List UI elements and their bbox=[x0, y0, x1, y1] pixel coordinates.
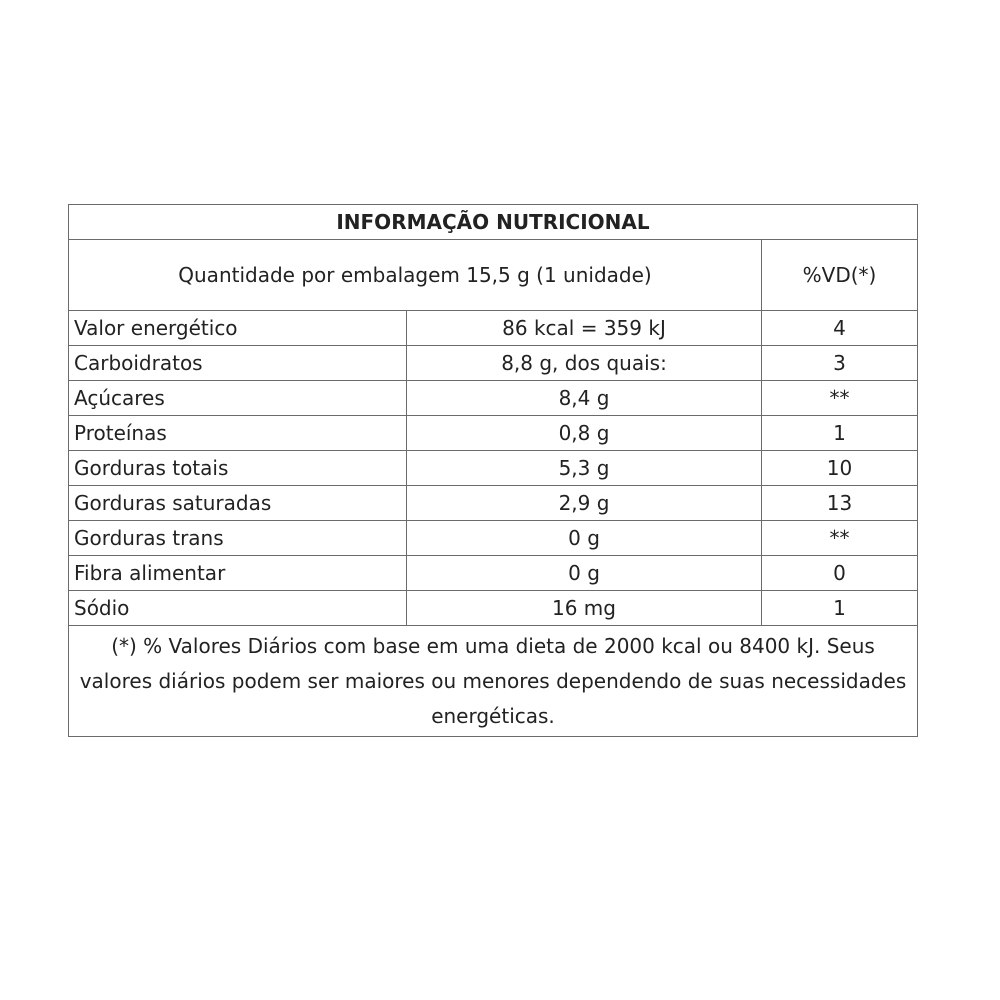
nutrient-amount: 0,8 g bbox=[407, 416, 762, 451]
nutrient-name: Fibra alimentar bbox=[69, 556, 407, 591]
nutrient-daily-value: 1 bbox=[762, 416, 918, 451]
nutrition-table bbox=[68, 204, 918, 737]
nutrient-amount: 8,8 g, dos quais: bbox=[407, 346, 762, 381]
nutrient-amount: 5,3 g bbox=[407, 451, 762, 486]
nutrient-name: Carboidratos bbox=[69, 346, 407, 381]
nutrient-daily-value: 13 bbox=[762, 486, 918, 521]
table-row bbox=[69, 451, 918, 486]
daily-value-header: %VD(*) bbox=[762, 240, 918, 311]
table-row bbox=[69, 381, 918, 416]
nutrient-daily-value: 4 bbox=[762, 311, 918, 346]
table-row bbox=[69, 416, 918, 451]
nutrient-daily-value: 0 bbox=[762, 556, 918, 591]
nutrient-amount: 86 kcal = 359 kJ bbox=[407, 311, 762, 346]
nutrient-daily-value: 1 bbox=[762, 591, 918, 626]
nutrient-amount: 8,4 g bbox=[407, 381, 762, 416]
table-row bbox=[69, 346, 918, 381]
nutrient-daily-value: 3 bbox=[762, 346, 918, 381]
nutrient-amount: 2,9 g bbox=[407, 486, 762, 521]
nutrient-name: Gorduras trans bbox=[69, 521, 407, 556]
nutrient-amount: 0 g bbox=[407, 556, 762, 591]
nutrient-name: Sódio bbox=[69, 591, 407, 626]
nutrient-amount: 16 mg bbox=[407, 591, 762, 626]
nutrient-name: Gorduras totais bbox=[69, 451, 407, 486]
table-row bbox=[69, 591, 918, 626]
nutrient-daily-value: ** bbox=[762, 521, 918, 556]
table-row bbox=[69, 311, 918, 346]
nutrient-daily-value: 10 bbox=[762, 451, 918, 486]
table-row bbox=[69, 556, 918, 591]
table-row bbox=[69, 521, 918, 556]
nutrient-name: Açúcares bbox=[69, 381, 407, 416]
footnote: (*) % Valores Diários com base em uma dieta de 2000 kcal ou 8400 kJ. Seus valores diários podem ser maiores ou menores dependendo de suas necessidades energéticas. bbox=[69, 626, 918, 737]
serving-size-header: Quantidade por embalagem 15,5 g (1 unidade) bbox=[69, 240, 762, 311]
nutrient-name: Valor energético bbox=[69, 311, 407, 346]
table-title: INFORMAÇÃO NUTRICIONAL bbox=[69, 205, 918, 240]
table-row bbox=[69, 486, 918, 521]
nutrient-name: Proteínas bbox=[69, 416, 407, 451]
nutrient-name: Gorduras saturadas bbox=[69, 486, 407, 521]
nutrient-daily-value: ** bbox=[762, 381, 918, 416]
nutrient-amount: 0 g bbox=[407, 521, 762, 556]
